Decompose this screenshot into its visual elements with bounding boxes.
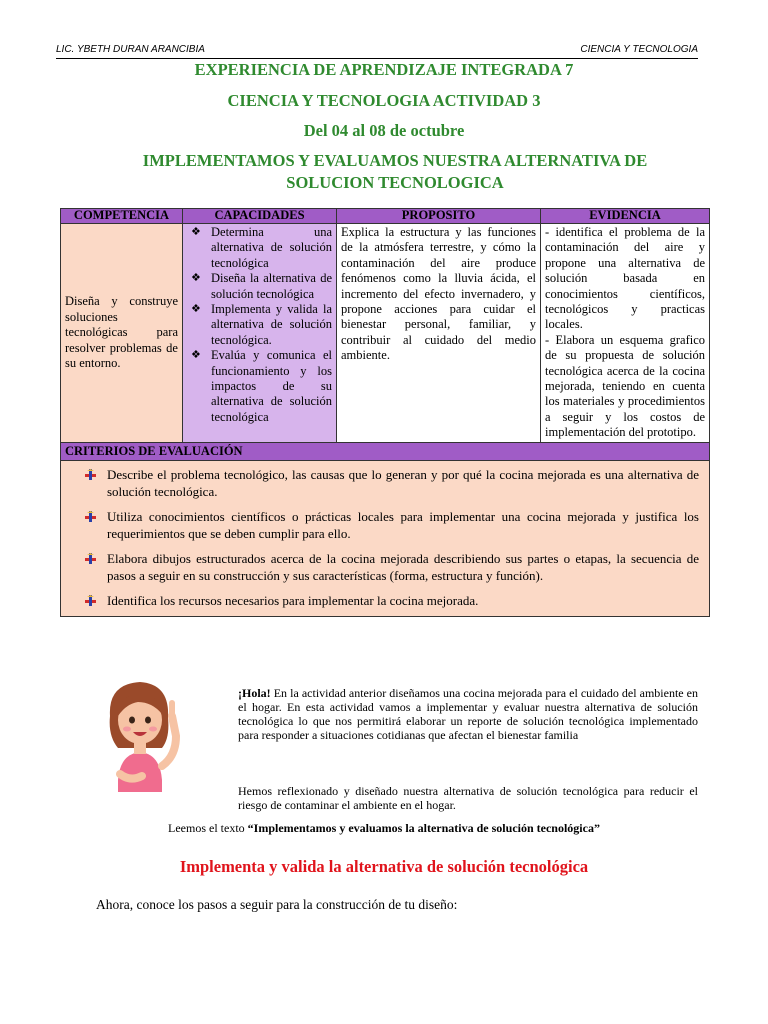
criterios-row [61,461,710,617]
criterio-item: Elabora dibujos estructurados acerca de la cocina mejorada describiendo sus partes o etapas, la secuencia de pasos a seguir en su construcción y sus características (forma, estructura y función). [85,551,699,584]
title-dates: Del 04 al 08 de octubre [303,121,465,140]
competencias-table [60,208,710,617]
arrow-bullet-icon [85,511,96,522]
page-header [56,44,698,59]
criterios-cell [61,461,710,617]
capacidades-list [187,225,332,425]
proposito-cell: Explica la estructura y las funciones de la atmósfera terrestre, y cómo la contaminación del aire produce fenómenos como la lluvia ácida, el incremento del efecto invernadero, y propone acciones para cuidar el bienestar personal, familiar, y contribuir al cuidado del medio ambiente. [337,224,541,443]
criterio-item: Identifica los recursos necesarios para implementar la cocina mejorada. [85,593,699,610]
list-item: ❖ Determina una alternativa de solución tecnológica [191,225,332,270]
list-item: ❖ Implementa y valida la alternativa de solución tecnológica. [191,302,332,347]
reflection-paragraph: Hemos reflexionado y diseñado nuestra alternativa de solución tecnológica para reducir el riesgo de contaminar el ambiente en el hogar. [238,784,698,812]
diamond-bullet-icon: ❖ [191,226,201,238]
girl-pointing-illustration [96,676,188,792]
criterio-item: Describe el problema tecnológico, las causas que lo generan y por qué la cocina mejorada es una alternativa de solución tecnológica. [85,467,699,500]
arrow-bullet-icon [85,553,96,564]
table-row [61,224,710,443]
author-name: LIC. YBETH DURAN ARANCIBIA [56,44,205,55]
section-title: Implementa y valida la alternativa de solución tecnológica [179,857,589,876]
reading-title: “Implementamos y evaluamos la alternativa de solución tecnológica” [247,821,600,835]
title-main: IMPLEMENTAMOS Y EVALUAMOS NUESTRA ALTERNATIVA DE SOLUCION TECNOLOGICA [142,151,648,192]
title-experiencia: EXPERIENCIA DE APRENDIZAJE INTEGRADA 7 [194,60,574,79]
arrow-bullet-icon [85,469,96,480]
diamond-bullet-icon: ❖ [191,349,201,362]
arrow-bullet-icon [85,595,96,606]
header-proposito: PROPOSITO [337,209,541,224]
evidencia-cell [541,224,710,443]
criterio-item: Utiliza conocimientos científicos o prácticas locales para implementar una cocina mejorada y justifica los requerimientos que se deben cumplir para ello. [85,509,699,542]
header-capacidades: CAPACIDADES [183,209,337,224]
intro-paragraph: ¡Hola! En la actividad anterior diseñamos una cocina mejorada para el cuidado del ambiente en el hogar. En esta actividad vamos a implementar y evaluar nuestra alternativa de solución tecnológica lo que nos permitirá elaborar un reporte de solución tecnológica implementado para responder a situaciones cotidianas que afectan el bienestar familia [238,686,698,742]
title-actividad: CIENCIA Y TECNOLOGIA ACTIVIDAD 3 [227,91,541,110]
list-item: ❖ Evalúa y comunica el funcionamiento y los impactos de su alternativa de solución tecnológica [191,348,332,424]
hola-text: ¡Hola! [238,686,271,700]
list-item: ❖ Diseña la alternativa de solución tecnológica [191,271,332,301]
capacidades-cell [183,224,337,443]
header-competencia: COMPETENCIA [61,209,183,224]
table-header-row [61,209,710,224]
criterios-title: CRITERIOS DE EVALUACIÓN [61,442,710,460]
header-evidencia: EVIDENCIA [541,209,710,224]
evidencia-item-2: - Elabora un esquema grafico de su propuesta de solución tecnológica acerca de la cocina mejorada, teniendo en cuenta los materiales y procedimientos a seguir y los costos de implementación del prototipo. [545,332,705,440]
steps-intro: Ahora, conoce los pasos a seguir para la construcción de tu diseño: [96,897,458,912]
criterios-header-row [61,442,710,460]
diamond-bullet-icon: ❖ [191,272,201,285]
competencia-cell: Diseña y construye soluciones tecnológicas para resolver problemas de su entorno. [61,224,183,443]
reading-instruction: Leemos el texto “Implementamos y evaluamos la alternativa de solución tecnológica” [168,821,600,835]
subject-name: CIENCIA Y TECNOLOGIA [580,44,698,55]
diamond-bullet-icon: ❖ [191,303,201,316]
evidencia-item-1: - identifica el problema de la contaminación del aire y propone una alternativa de solución basada en conocimientos científicos, tecnológicos y practicas locales. [545,225,705,332]
